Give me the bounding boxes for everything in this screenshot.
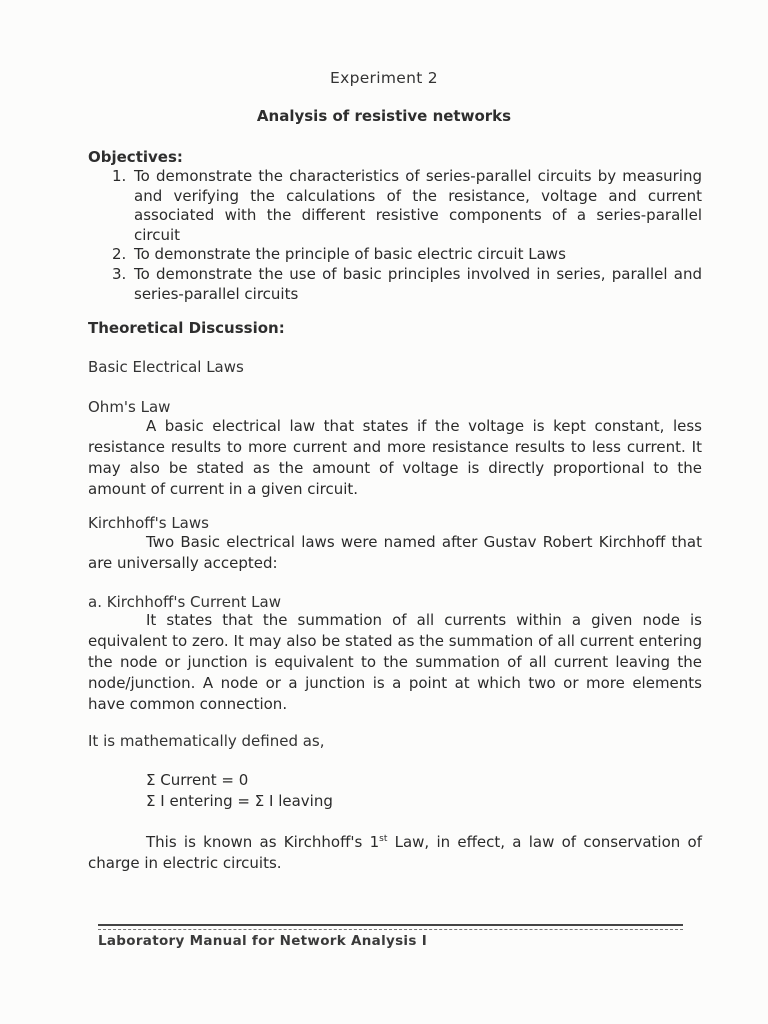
objective-item	[112, 167, 702, 245]
objective-item	[112, 245, 702, 265]
experiment-title: Experiment 2	[330, 69, 438, 87]
kcl-heading: a. Kirchhoff's Current Law	[88, 593, 281, 611]
law-text-before: This is known as Kirchhoff's 1	[146, 833, 380, 851]
objective-item	[112, 265, 702, 304]
objective-number: 2.	[112, 245, 127, 264]
ohms-law-heading: Ohm's Law	[88, 398, 171, 416]
objectives-heading: Objectives:	[88, 148, 183, 166]
objective-text: To demonstrate the characteristics of series-parallel circuits by measuring and verifying the calculations of the resistance, voltage and current associated with the different resistive components of a series-parallel circuit	[134, 167, 702, 244]
objective-number: 3.	[112, 264, 127, 283]
math-intro: It is mathematically defined as,	[88, 732, 325, 750]
footer-rule	[98, 924, 683, 926]
objective-text: To demonstrate the principle of basic electric circuit Laws	[134, 245, 566, 264]
main-title: Analysis of resistive networks	[256, 107, 512, 125]
objective-text: To demonstrate the use of basic principles involved in series, parallel and series-parallel circuits	[134, 264, 702, 303]
objective-number: 1.	[112, 167, 127, 185]
footer-rule-dashed	[98, 929, 683, 930]
equation-entering-leaving: Σ I entering = Σ I leaving	[146, 792, 333, 810]
theory-heading: Theoretical Discussion:	[88, 319, 285, 337]
law-text-after: Law, in effect, a law of conservation of charge in electric circuits.	[88, 833, 702, 872]
footer-text: Laboratory Manual for Network Analysis I	[98, 933, 428, 949]
kirchhoff-first-law-text	[88, 829, 702, 874]
basic-laws-heading: Basic Electrical Laws	[88, 358, 244, 376]
equation-current-sum: Σ Current = 0	[146, 771, 249, 789]
objectives-list	[112, 167, 702, 304]
ordinal-superscript: st	[379, 834, 388, 844]
kirchhoff-laws-heading: Kirchhoff's Laws	[88, 514, 209, 532]
ohms-law-text: A basic electrical law that states if the voltage is kept constant, less resistance results to more current and more resistance results to less current. It may also be stated as the amount of voltage is directly proportional to the amount of current in a given circuit.	[88, 417, 702, 498]
kcl-text: It states that the summation of all currents within a given node is equivalent to zero. It may also be stated as the summation of all current entering the node or junction is equivalent to the summation of all current leaving the node/junction. A node or a junction is a point at which two or more elements have common connection.	[88, 611, 702, 713]
kirchhoff-laws-text: Two Basic electrical laws were named after Gustav Robert Kirchhoff that are universally accepted:	[88, 533, 702, 572]
